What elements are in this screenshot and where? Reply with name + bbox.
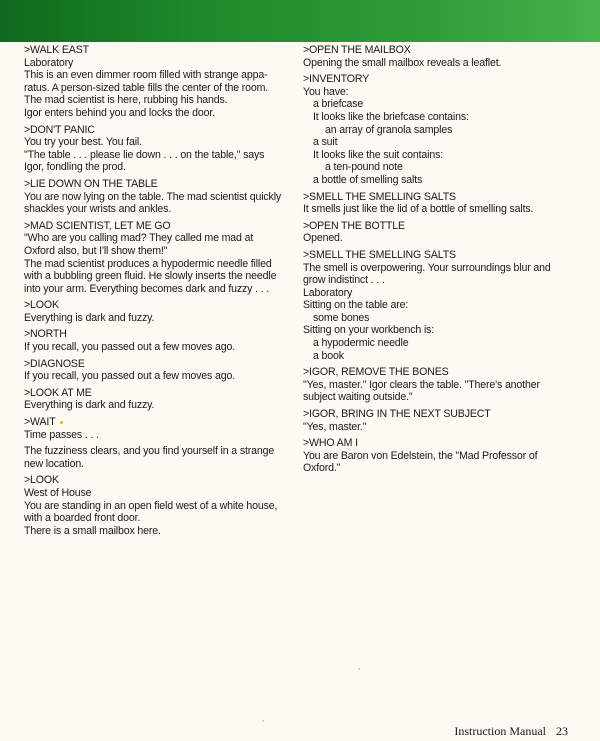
inventory-item: a briefcase [313,98,364,111]
response-line: new location. [24,457,84,470]
response-line: It smells just like the lid of a bottle of smelling salts. [303,203,534,216]
manual-title: Instruction Manual [454,724,546,738]
open-bottle-block [303,220,593,245]
inventory-item: a suit [313,136,338,149]
response-line: The mad scientist is here, rubbing his hands. [24,94,228,107]
command-line: >IGOR, BRING IN THE NEXT SUBJECT [303,408,491,421]
response-line: "Who are you calling mad? They called me mad at [24,232,254,245]
response-line: "Yes, master." [303,420,367,433]
response-line: with a bubbling green fluid. He slowly inserts the needle [24,270,277,283]
response-line: Sitting on the table are: [303,299,409,312]
command-line: >DIAGNOSE [24,357,85,370]
response-line: If you recall, you passed out a few moves ago. [24,370,235,383]
smell-salts-block [303,191,593,216]
remove-bones-block [303,366,593,404]
command-line: >SMELL THE SMELLING SALTS [303,248,456,261]
response-line: Oxford also, but I'll show them!" [24,244,168,257]
page-number: 23 [556,724,568,738]
response-line: Everything is dark and fuzzy. [24,399,155,412]
dont-panic-block [24,124,292,174]
north-block [24,328,292,353]
response-line: The fuzziness clears, and you find yourself in a strange [24,445,275,458]
look-block [24,299,292,324]
command-line: >MAD SCIENTIST, LET ME GO [24,219,171,232]
response-line: Sitting on your workbench is: [303,324,435,337]
command-line: >DON'T PANIC [24,123,95,136]
room-object: a hypodermic needle [313,337,409,350]
inventory-detail: It looks like the briefcase contains: [313,110,469,123]
command-line: >OPEN THE MAILBOX [303,44,411,56]
command-line: >LOOK [24,474,59,487]
response-line: There is a small mailbox here. [24,524,161,537]
next-subject-block [303,408,593,433]
green-header-band [0,0,600,42]
wait-block [24,416,292,441]
paper-speck [262,720,264,722]
response-line: "Yes, master." Igor clears the table. "There's another [303,378,540,391]
inventory-subitem: a ten-pound note [325,161,403,174]
inventory-subitem: an array of granola samples [325,123,453,136]
command-line: >WHO AM I [303,437,358,450]
response-line: You are standing in an open field west of a white house, [24,499,278,512]
let-me-go-block [24,220,292,296]
room-object: some bones [313,311,370,324]
inventory-detail: It looks like the suit contains: [313,148,444,161]
response-line: You are Baron von Edelstein, the "Mad Professor of [303,449,538,462]
room-object: a book [313,349,344,362]
response-line: with a boarded front door. [24,512,141,525]
look-at-me-block [24,387,292,412]
response-line: Opening the small mailbox reveals a leaflet. [303,56,502,69]
response-line: If you recall, you passed out a few moves ago. [24,341,235,354]
room-name: Laboratory [24,56,74,69]
page-footer [454,724,568,739]
command-line: >OPEN THE BOTTLE [303,219,405,232]
walk-east-block [24,44,292,120]
paper-speck [358,668,360,670]
transcript-right-column [303,44,593,479]
room-name: Laboratory [303,286,353,299]
smell-salts-again-block [303,249,593,362]
command-line: >LOOK AT ME [24,386,92,399]
command-line: >WAIT [24,416,56,429]
fuzziness-block [24,445,292,470]
open-mailbox-block [303,44,593,69]
response-line: into your arm. Everything becomes dark and fuzzy . . . [24,282,270,295]
response-line: "The table . . . please lie down . . . on the table," says [24,148,265,161]
response-line: The smell is overpowering. Your surroundings blur and [303,261,551,274]
who-am-i-block [303,437,593,475]
lie-down-block [24,178,292,216]
response-line: Igor enters behind you and locks the door. [24,106,215,119]
response-line: subject waiting outside." [303,391,413,404]
command-line: >IGOR, REMOVE THE BONES [303,366,449,379]
command-line-wrapper [24,416,292,429]
response-line: shackles your wrists and ankles. [24,203,172,216]
command-line: >LIE DOWN ON THE TABLE [24,177,158,190]
response-line: The mad scientist produces a hypodermic needle filled [24,257,272,270]
response-line: This is an even dimmer room filled with strange appa- [24,69,268,82]
diagnose-block [24,358,292,383]
room-name: West of House [24,487,92,499]
response-line: Everything is dark and fuzzy. [24,311,155,324]
command-line: >LOOK [24,299,59,312]
response-line: Opened. [303,232,343,245]
command-line: >NORTH [24,328,67,341]
command-line: >WALK EAST [24,44,89,56]
response-line: You have: [303,85,349,98]
response-line: grow indistinct . . . [303,274,385,287]
response-line: Time passes . . . [24,428,99,441]
response-line: Igor, fondling the prod. [24,161,126,174]
inventory-item: a bottle of smelling salts [313,173,423,186]
response-line: ratus. A person-sized table fills the center of the room. [24,81,269,94]
inventory-block [303,73,593,186]
command-line: >SMELL THE SMELLING SALTS [303,190,456,203]
command-line: >INVENTORY [303,73,370,86]
transcript-left-column [24,44,292,541]
response-line: Oxford." [303,462,341,475]
response-line: You are now lying on the table. The mad scientist quickly [24,190,282,203]
cursor-mark [60,421,63,424]
look-west-of-house-block [24,474,292,537]
response-line: You try your best. You fail. [24,136,142,149]
